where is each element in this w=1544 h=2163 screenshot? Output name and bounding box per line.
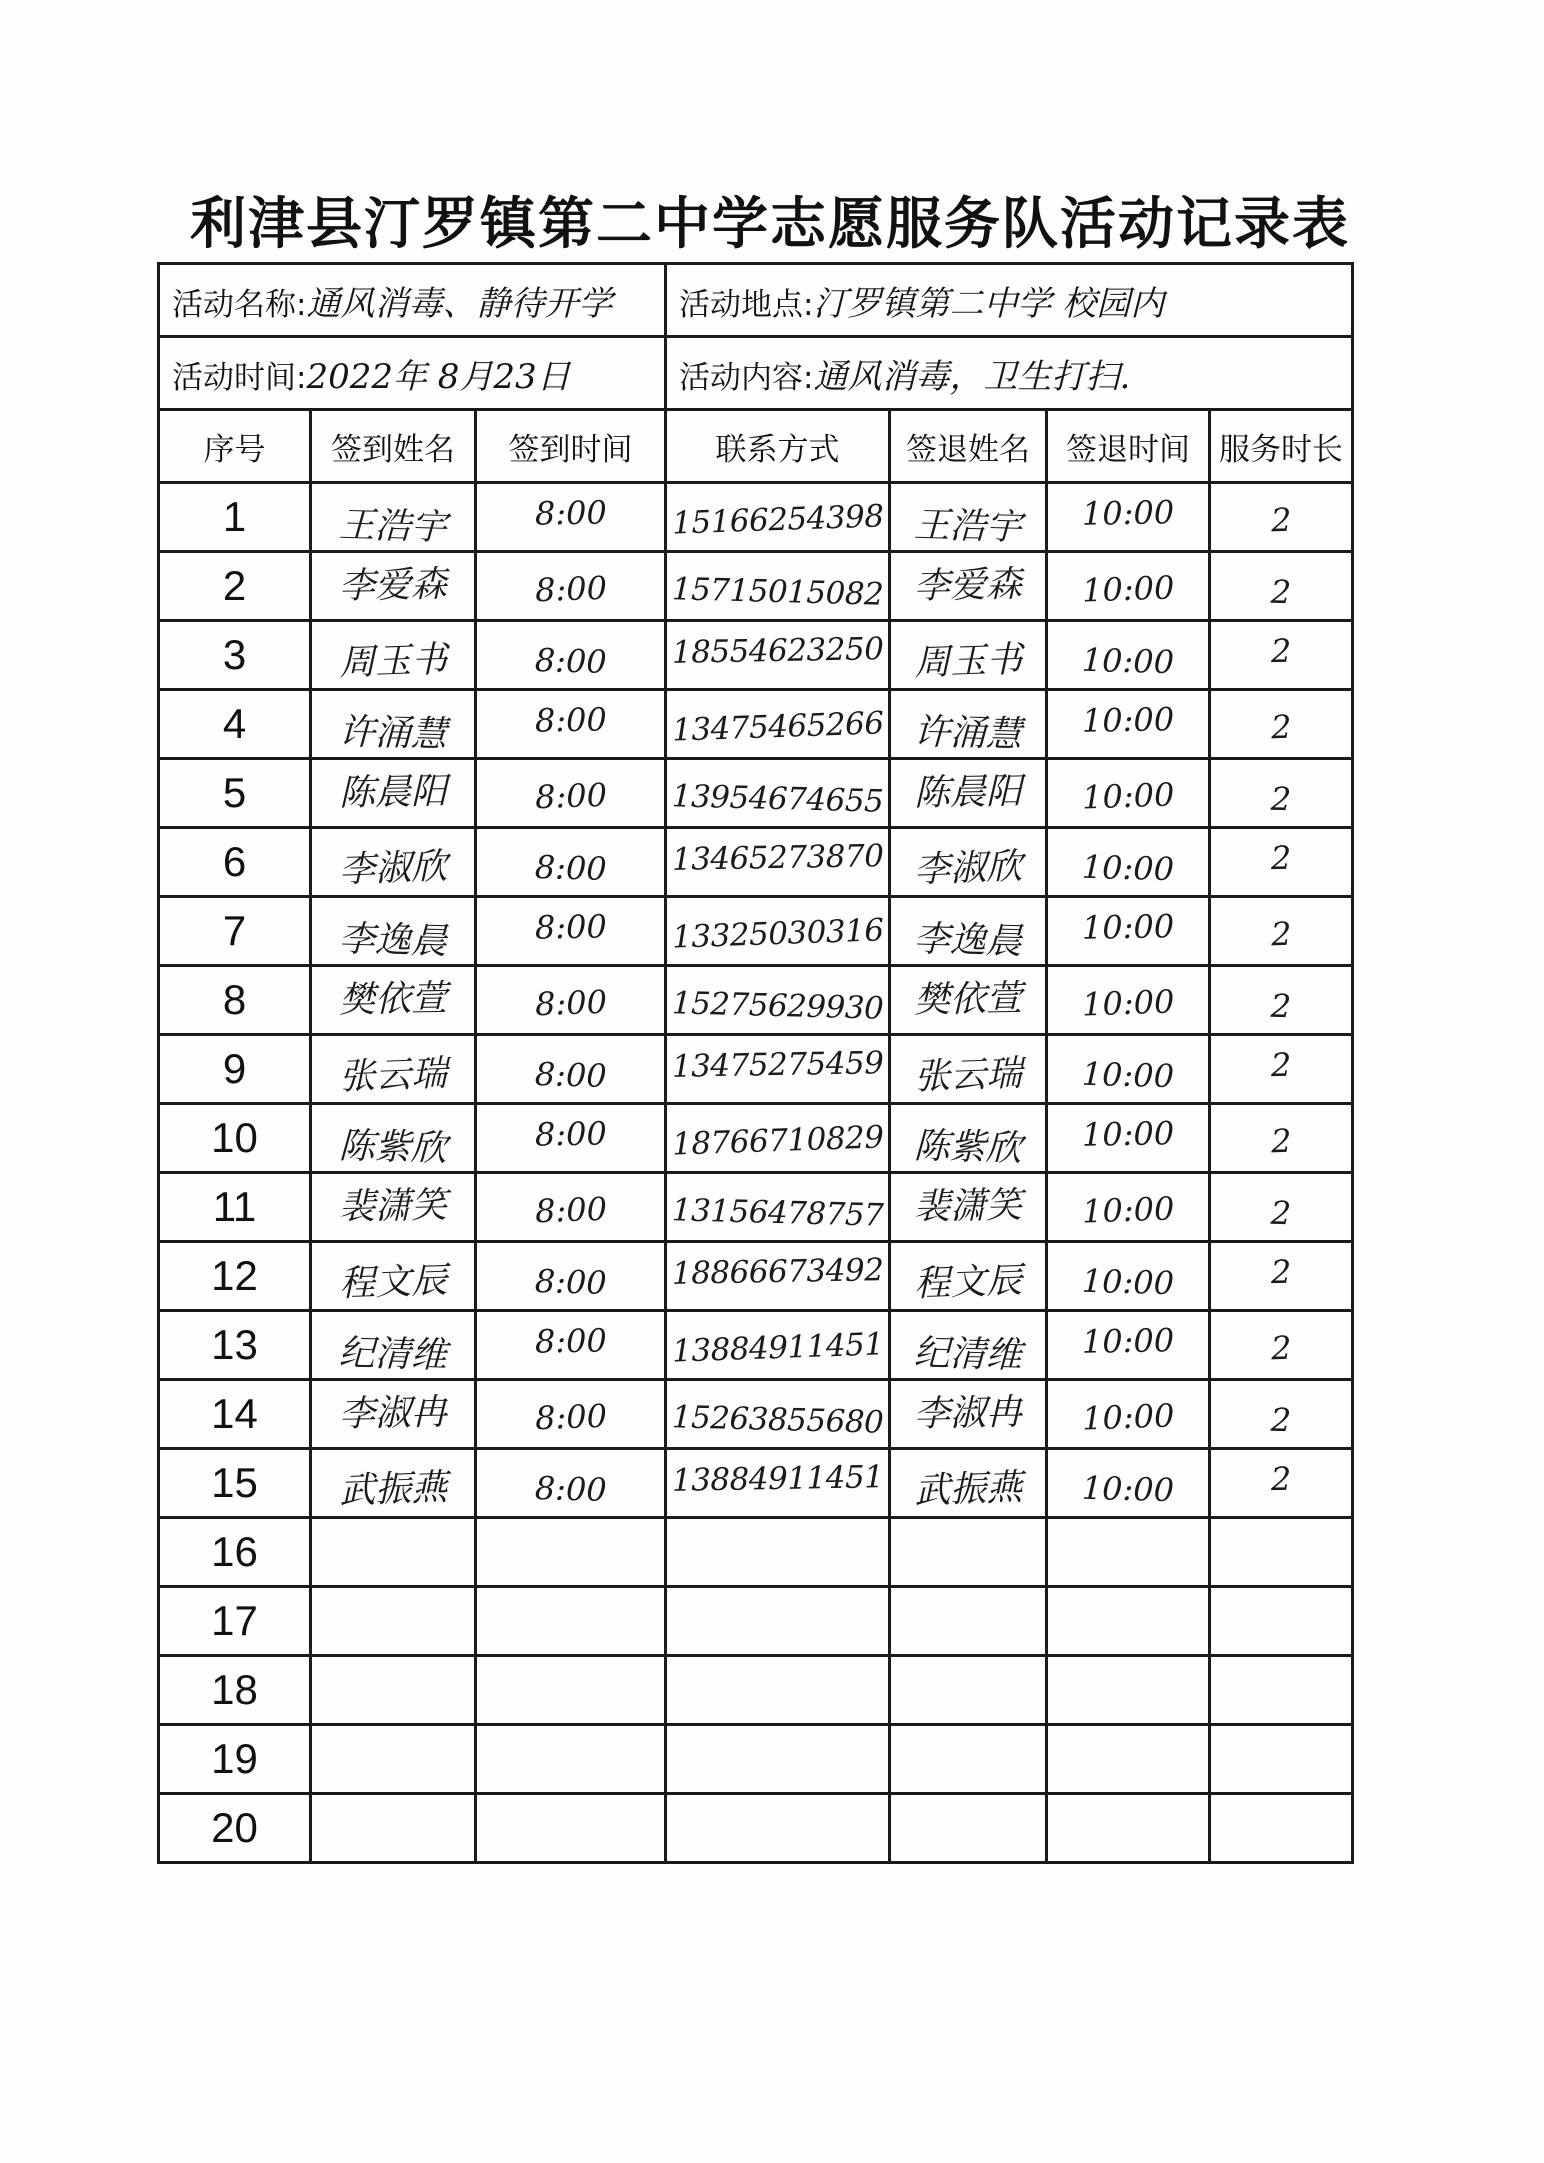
service-hours-cell: [1210, 1449, 1353, 1518]
contact-phone: 18766710829: [671, 1119, 884, 1163]
table-row: [159, 1173, 1353, 1242]
contact-phone-cell: [666, 1518, 890, 1587]
signin-name-cell: [311, 621, 476, 690]
signout-name-cell: [890, 1587, 1047, 1656]
service-hours: 2: [1270, 1252, 1292, 1292]
signin-time: 8:00: [534, 1189, 608, 1231]
signin-name-cell: [311, 1794, 476, 1863]
signout-time-cell: [1047, 966, 1210, 1035]
signin-time-cell: [476, 897, 666, 966]
signin-time-cell: [476, 828, 666, 897]
service-hours-cell: [1210, 759, 1353, 828]
signin-name-cell: [311, 1104, 476, 1173]
contact-phone-cell: [666, 828, 890, 897]
service-hours-cell: [1210, 1173, 1353, 1242]
signout-name-cell: [890, 759, 1047, 828]
signout-time-cell: [1047, 1380, 1210, 1449]
service-hours: 2: [1270, 1045, 1292, 1085]
signout-time: 10:00: [1081, 982, 1175, 1024]
signout-time: 10:00: [1081, 640, 1175, 682]
service-hours: 2: [1270, 707, 1292, 747]
signin-name-cell: [311, 828, 476, 897]
service-hours-cell: [1210, 1794, 1353, 1863]
signin-name-cell: [311, 1242, 476, 1311]
signin-name-cell: [311, 483, 476, 552]
signout-name-cell: [890, 1380, 1047, 1449]
service-hours: 2: [1270, 572, 1292, 612]
table-row: [159, 966, 1353, 1035]
signin-time: 8:00: [533, 641, 607, 681]
signout-name: 李逸晨: [913, 918, 1023, 962]
signout-time: 10:00: [1081, 493, 1175, 533]
signout-name: 武振燕: [913, 1466, 1023, 1512]
activity-name-label: 活动名称:: [172, 286, 307, 323]
contact-phone-cell: [666, 1587, 890, 1656]
signin-time-cell: [476, 1104, 666, 1173]
signout-name-cell: [890, 621, 1047, 690]
signout-name: 李淑冉: [913, 1391, 1023, 1435]
row-index-cell: [159, 621, 311, 690]
row-index-cell: [159, 552, 311, 621]
signout-name: 樊依萱: [913, 977, 1023, 1021]
signout-name-cell: [890, 1104, 1047, 1173]
row-index: 8: [222, 976, 247, 1023]
service-hours-cell: [1210, 1725, 1353, 1794]
activity-record-table: [157, 262, 1354, 1864]
signout-time: 10:00: [1081, 847, 1175, 889]
signout-time: 10:00: [1081, 1054, 1175, 1096]
contact-phone-cell: [666, 759, 890, 828]
row-index-cell: [159, 1725, 311, 1794]
contact-phone-cell: [666, 1794, 890, 1863]
signin-time-cell: [476, 483, 666, 552]
activity-name-cell: [159, 264, 666, 337]
signout-time-cell: [1047, 1173, 1210, 1242]
row-index-cell: [159, 966, 311, 1035]
signin-name-cell: [311, 759, 476, 828]
signout-name: 李淑欣: [913, 845, 1023, 891]
signin-time: 8:00: [533, 848, 607, 888]
signout-time-cell: [1047, 1656, 1210, 1725]
contact-phone-cell: [666, 897, 890, 966]
contact-phone: 18866673492: [671, 1252, 884, 1292]
signin-time: 8:00: [534, 493, 607, 533]
signout-time-cell: [1047, 483, 1210, 552]
service-hours-cell: [1210, 1104, 1353, 1173]
contact-phone: 13465273870: [671, 838, 884, 878]
activity-content-cell: [666, 337, 1353, 410]
signout-time-cell: [1047, 1104, 1210, 1173]
signout-name: 李爱森: [913, 563, 1023, 607]
row-index-cell: [159, 483, 311, 552]
row-index: 12: [211, 1252, 258, 1299]
row-index-cell: [159, 897, 311, 966]
row-index-cell: [159, 1449, 311, 1518]
contact-phone-cell: [666, 1656, 890, 1725]
contact-phone-cell: [666, 690, 890, 759]
row-index-cell: [159, 1518, 311, 1587]
col-header-signout-name: 签退姓名: [890, 410, 1047, 483]
signin-time-cell: [476, 552, 666, 621]
row-index: 19: [211, 1735, 258, 1782]
table-row: [159, 1794, 1353, 1863]
signin-name-cell: [311, 1587, 476, 1656]
signout-time: 10:00: [1081, 775, 1175, 817]
contact-phone-cell: [666, 552, 890, 621]
row-index: 13: [211, 1321, 258, 1368]
signout-name-cell: [890, 1518, 1047, 1587]
signin-time: 8:00: [534, 568, 608, 610]
signin-time-cell: [476, 1656, 666, 1725]
table-row: [159, 1104, 1353, 1173]
signin-time-cell: [476, 1794, 666, 1863]
row-index: 14: [211, 1390, 258, 1437]
row-index: 17: [211, 1597, 258, 1644]
signin-time-cell: [476, 690, 666, 759]
activity-name-value: 通风消毒、静待开学: [306, 283, 613, 324]
signin-name-cell: [311, 966, 476, 1035]
signout-time-cell: [1047, 1311, 1210, 1380]
signout-name: 陈晨阳: [913, 770, 1023, 814]
table-row: [159, 759, 1353, 828]
row-index: 4: [222, 700, 247, 747]
signin-time-cell: [476, 1242, 666, 1311]
signout-time: 10:00: [1081, 907, 1175, 947]
row-index-cell: [159, 1242, 311, 1311]
table-row: [159, 1380, 1353, 1449]
row-index: 20: [211, 1804, 258, 1851]
service-hours-cell: [1210, 1380, 1353, 1449]
signout-time: 10:00: [1081, 1468, 1175, 1510]
signin-name: 李爱森: [338, 563, 448, 607]
signin-time-cell: [476, 1311, 666, 1380]
signin-name: 武振燕: [338, 1466, 448, 1512]
signout-time-cell: [1047, 897, 1210, 966]
table-row: [159, 552, 1353, 621]
signin-name: 李淑冉: [338, 1391, 448, 1435]
col-header-index: 序号: [159, 410, 311, 483]
table-row: [159, 897, 1353, 966]
signin-name-cell: [311, 1035, 476, 1104]
signin-name: 程文辰: [338, 1259, 448, 1305]
signout-name: 程文辰: [913, 1259, 1023, 1305]
row-index-cell: [159, 1035, 311, 1104]
contact-phone: 13325030316: [671, 912, 884, 956]
signin-time-cell: [476, 1380, 666, 1449]
signin-time: 8:00: [534, 1321, 607, 1361]
service-hours: 2: [1270, 1328, 1292, 1368]
contact-phone-cell: [666, 1242, 890, 1311]
service-hours: 2: [1270, 500, 1292, 540]
service-hours: 2: [1270, 838, 1292, 878]
table-row: [159, 828, 1353, 897]
row-index-cell: [159, 828, 311, 897]
signin-name: 许涌慧: [338, 711, 448, 755]
row-index: 9: [222, 1045, 247, 1092]
signout-time: 10:00: [1081, 1114, 1175, 1154]
signout-name: 裴潇笑: [913, 1184, 1023, 1228]
service-hours-cell: [1210, 1518, 1353, 1587]
page-title: 利津县汀罗镇第二中学志愿服务队活动记录表: [190, 192, 1350, 257]
signin-time-cell: [476, 1173, 666, 1242]
signin-time: 8:00: [533, 1469, 607, 1509]
service-hours: 2: [1270, 631, 1292, 671]
table-row: [159, 1725, 1353, 1794]
signout-name: 王浩宇: [913, 504, 1023, 548]
signout-name-cell: [890, 828, 1047, 897]
service-hours-cell: [1210, 897, 1353, 966]
row-index-cell: [159, 1587, 311, 1656]
contact-phone-cell: [666, 621, 890, 690]
info-row-time-content: [159, 337, 1353, 410]
row-index: 15: [211, 1459, 258, 1506]
contact-phone: 13954674655: [671, 778, 884, 820]
signout-time-cell: [1047, 690, 1210, 759]
signin-time-cell: [476, 1518, 666, 1587]
signout-name-cell: [890, 552, 1047, 621]
service-hours: 2: [1270, 1459, 1292, 1499]
row-index-cell: [159, 1794, 311, 1863]
signin-time-cell: [476, 1587, 666, 1656]
signin-name: 裴潇笑: [338, 1184, 448, 1228]
signin-name: 陈紫欣: [338, 1125, 448, 1169]
service-hours-cell: [1210, 1035, 1353, 1104]
signin-name-cell: [311, 1725, 476, 1794]
signout-name: 张云瑞: [913, 1052, 1023, 1098]
signout-time: 10:00: [1081, 700, 1175, 740]
signin-time: 8:00: [534, 775, 608, 817]
row-index: 7: [222, 907, 247, 954]
signout-name: 周玉书: [913, 638, 1023, 684]
signout-name-cell: [890, 1725, 1047, 1794]
signin-time: 8:00: [533, 1262, 607, 1302]
signin-name-cell: [311, 552, 476, 621]
signout-time-cell: [1047, 759, 1210, 828]
signout-time-cell: [1047, 1794, 1210, 1863]
signout-time-cell: [1047, 828, 1210, 897]
row-index-cell: [159, 690, 311, 759]
signout-name-cell: [890, 483, 1047, 552]
row-index-cell: [159, 1104, 311, 1173]
signin-name-cell: [311, 1380, 476, 1449]
signin-name: 纪清维: [338, 1332, 448, 1376]
table-row: [159, 1311, 1353, 1380]
contact-phone: 13884911451: [671, 1459, 884, 1499]
signout-name-cell: [890, 1242, 1047, 1311]
signout-name-cell: [890, 1794, 1047, 1863]
service-hours-cell: [1210, 1587, 1353, 1656]
table-row: [159, 1656, 1353, 1725]
signin-time-cell: [476, 621, 666, 690]
table-row: [159, 1518, 1353, 1587]
signin-time-cell: [476, 1035, 666, 1104]
signin-time: 8:00: [534, 1396, 608, 1438]
service-hours-cell: [1210, 621, 1353, 690]
signout-time-cell: [1047, 621, 1210, 690]
signin-name-cell: [311, 1173, 476, 1242]
signout-name-cell: [890, 1311, 1047, 1380]
row-index: 2: [222, 562, 247, 609]
service-hours-cell: [1210, 1656, 1353, 1725]
contact-phone: 13475275459: [671, 1045, 884, 1085]
contact-phone: 15715015082: [671, 571, 884, 613]
contact-phone-cell: [666, 1035, 890, 1104]
signin-time-cell: [476, 966, 666, 1035]
contact-phone-cell: [666, 1311, 890, 1380]
service-hours: 2: [1270, 779, 1292, 819]
service-hours: 2: [1270, 986, 1292, 1026]
activity-content-label: 活动内容:: [679, 359, 814, 396]
signout-time-cell: [1047, 1518, 1210, 1587]
signin-name-cell: [311, 897, 476, 966]
contact-phone-cell: [666, 1173, 890, 1242]
service-hours: 2: [1270, 1400, 1292, 1440]
signin-name: 李逸晨: [338, 918, 448, 962]
signin-name: 周玉书: [338, 638, 448, 684]
col-header-service-hours: 服务时长: [1210, 410, 1353, 483]
col-header-contact: 联系方式: [666, 410, 890, 483]
signout-time: 10:00: [1081, 1261, 1175, 1303]
signout-name: 纪清维: [913, 1332, 1023, 1376]
signout-time-cell: [1047, 1449, 1210, 1518]
signin-name: 王浩宇: [338, 504, 448, 548]
signout-name-cell: [890, 897, 1047, 966]
row-index: 10: [211, 1114, 258, 1161]
activity-time-cell: [159, 337, 666, 410]
row-index-cell: [159, 1656, 311, 1725]
signout-time-cell: [1047, 552, 1210, 621]
contact-phone: 15275629930: [671, 985, 884, 1027]
contact-phone-cell: [666, 1449, 890, 1518]
signout-name: 许涌慧: [913, 711, 1023, 755]
table-row: [159, 1587, 1353, 1656]
signin-time: 8:00: [533, 1055, 607, 1095]
signout-time: 10:00: [1081, 1189, 1175, 1231]
signin-time: 8:00: [534, 700, 607, 740]
activity-place-value: 汀罗镇第二中学 校园内: [813, 283, 1165, 324]
service-hours-cell: [1210, 966, 1353, 1035]
contact-phone-cell: [666, 483, 890, 552]
col-header-signout-time: 签退时间: [1047, 410, 1210, 483]
contact-phone-cell: [666, 1725, 890, 1794]
signin-name: 张云瑞: [338, 1052, 448, 1098]
signin-time-cell: [476, 1725, 666, 1794]
table-row: [159, 690, 1353, 759]
signout-time: 10:00: [1081, 1321, 1175, 1361]
signout-name-cell: [890, 1449, 1047, 1518]
col-header-signin-time: 签到时间: [476, 410, 666, 483]
table-row: [159, 1242, 1353, 1311]
signin-name-cell: [311, 1311, 476, 1380]
contact-phone: 13156478757: [671, 1192, 884, 1234]
signin-name: 陈晨阳: [338, 770, 448, 814]
record-rows: [159, 483, 1353, 1863]
contact-phone-cell: [666, 1380, 890, 1449]
row-index: 1: [222, 493, 247, 540]
signout-time: 10:00: [1081, 1396, 1175, 1438]
row-index-cell: [159, 1380, 311, 1449]
row-index: 11: [212, 1183, 257, 1230]
signout-time-cell: [1047, 1725, 1210, 1794]
contact-phone-cell: [666, 966, 890, 1035]
service-hours-cell: [1210, 828, 1353, 897]
signin-time-cell: [476, 759, 666, 828]
contact-phone: 15263855680: [671, 1399, 884, 1441]
table-row: [159, 1035, 1353, 1104]
signout-name: 陈紫欣: [913, 1125, 1023, 1169]
table-row: [159, 483, 1353, 552]
service-hours-cell: [1210, 1311, 1353, 1380]
signout-time: 10:00: [1081, 568, 1175, 610]
signout-time-cell: [1047, 1242, 1210, 1311]
row-index: 3: [222, 631, 247, 678]
service-hours-cell: [1210, 1242, 1353, 1311]
service-hours-cell: [1210, 483, 1353, 552]
signin-time: 8:00: [534, 982, 608, 1024]
contact-phone: 13475465266: [671, 705, 884, 749]
signout-name-cell: [890, 1656, 1047, 1725]
row-index: 6: [222, 838, 247, 885]
contact-phone: 18554623250: [671, 631, 884, 671]
activity-content-value: 通风消毒，卫生打扫.: [813, 356, 1131, 397]
service-hours: 2: [1270, 914, 1292, 954]
activity-time-label: 活动时间:: [172, 359, 307, 396]
signin-name-cell: [311, 1518, 476, 1587]
col-header-signin-name: 签到姓名: [311, 410, 476, 483]
signin-name: 樊依萱: [338, 977, 448, 1021]
activity-place-label: 活动地点:: [679, 286, 814, 323]
contact-phone: 15166254398: [671, 498, 884, 542]
row-index-cell: [159, 1311, 311, 1380]
signin-time: 8:00: [534, 1114, 607, 1154]
signin-time: 8:00: [534, 907, 607, 947]
row-index: 16: [211, 1528, 258, 1575]
signout-time-cell: [1047, 1587, 1210, 1656]
activity-place-cell: [666, 264, 1353, 337]
signout-name-cell: [890, 966, 1047, 1035]
activity-time-value: 2022年 8月23日: [306, 356, 571, 397]
contact-phone: 13884911451: [671, 1326, 884, 1370]
table-row: [159, 621, 1353, 690]
signout-name-cell: [890, 690, 1047, 759]
column-header-row: [159, 410, 1353, 483]
signin-name-cell: [311, 690, 476, 759]
contact-phone-cell: [666, 1104, 890, 1173]
signin-name-cell: [311, 1449, 476, 1518]
signin-name-cell: [311, 1656, 476, 1725]
signout-time-cell: [1047, 1035, 1210, 1104]
service-hours: 2: [1270, 1121, 1292, 1161]
signin-time-cell: [476, 1449, 666, 1518]
signout-name-cell: [890, 1035, 1047, 1104]
service-hours-cell: [1210, 552, 1353, 621]
service-hours-cell: [1210, 690, 1353, 759]
row-index-cell: [159, 1173, 311, 1242]
row-index-cell: [159, 759, 311, 828]
row-index: 5: [222, 769, 247, 816]
table-row: [159, 1449, 1353, 1518]
signin-name: 李淑欣: [338, 845, 448, 891]
service-hours: 2: [1270, 1193, 1292, 1233]
info-row-name-place: [159, 264, 1353, 337]
signout-name-cell: [890, 1173, 1047, 1242]
row-index: 18: [211, 1666, 258, 1713]
